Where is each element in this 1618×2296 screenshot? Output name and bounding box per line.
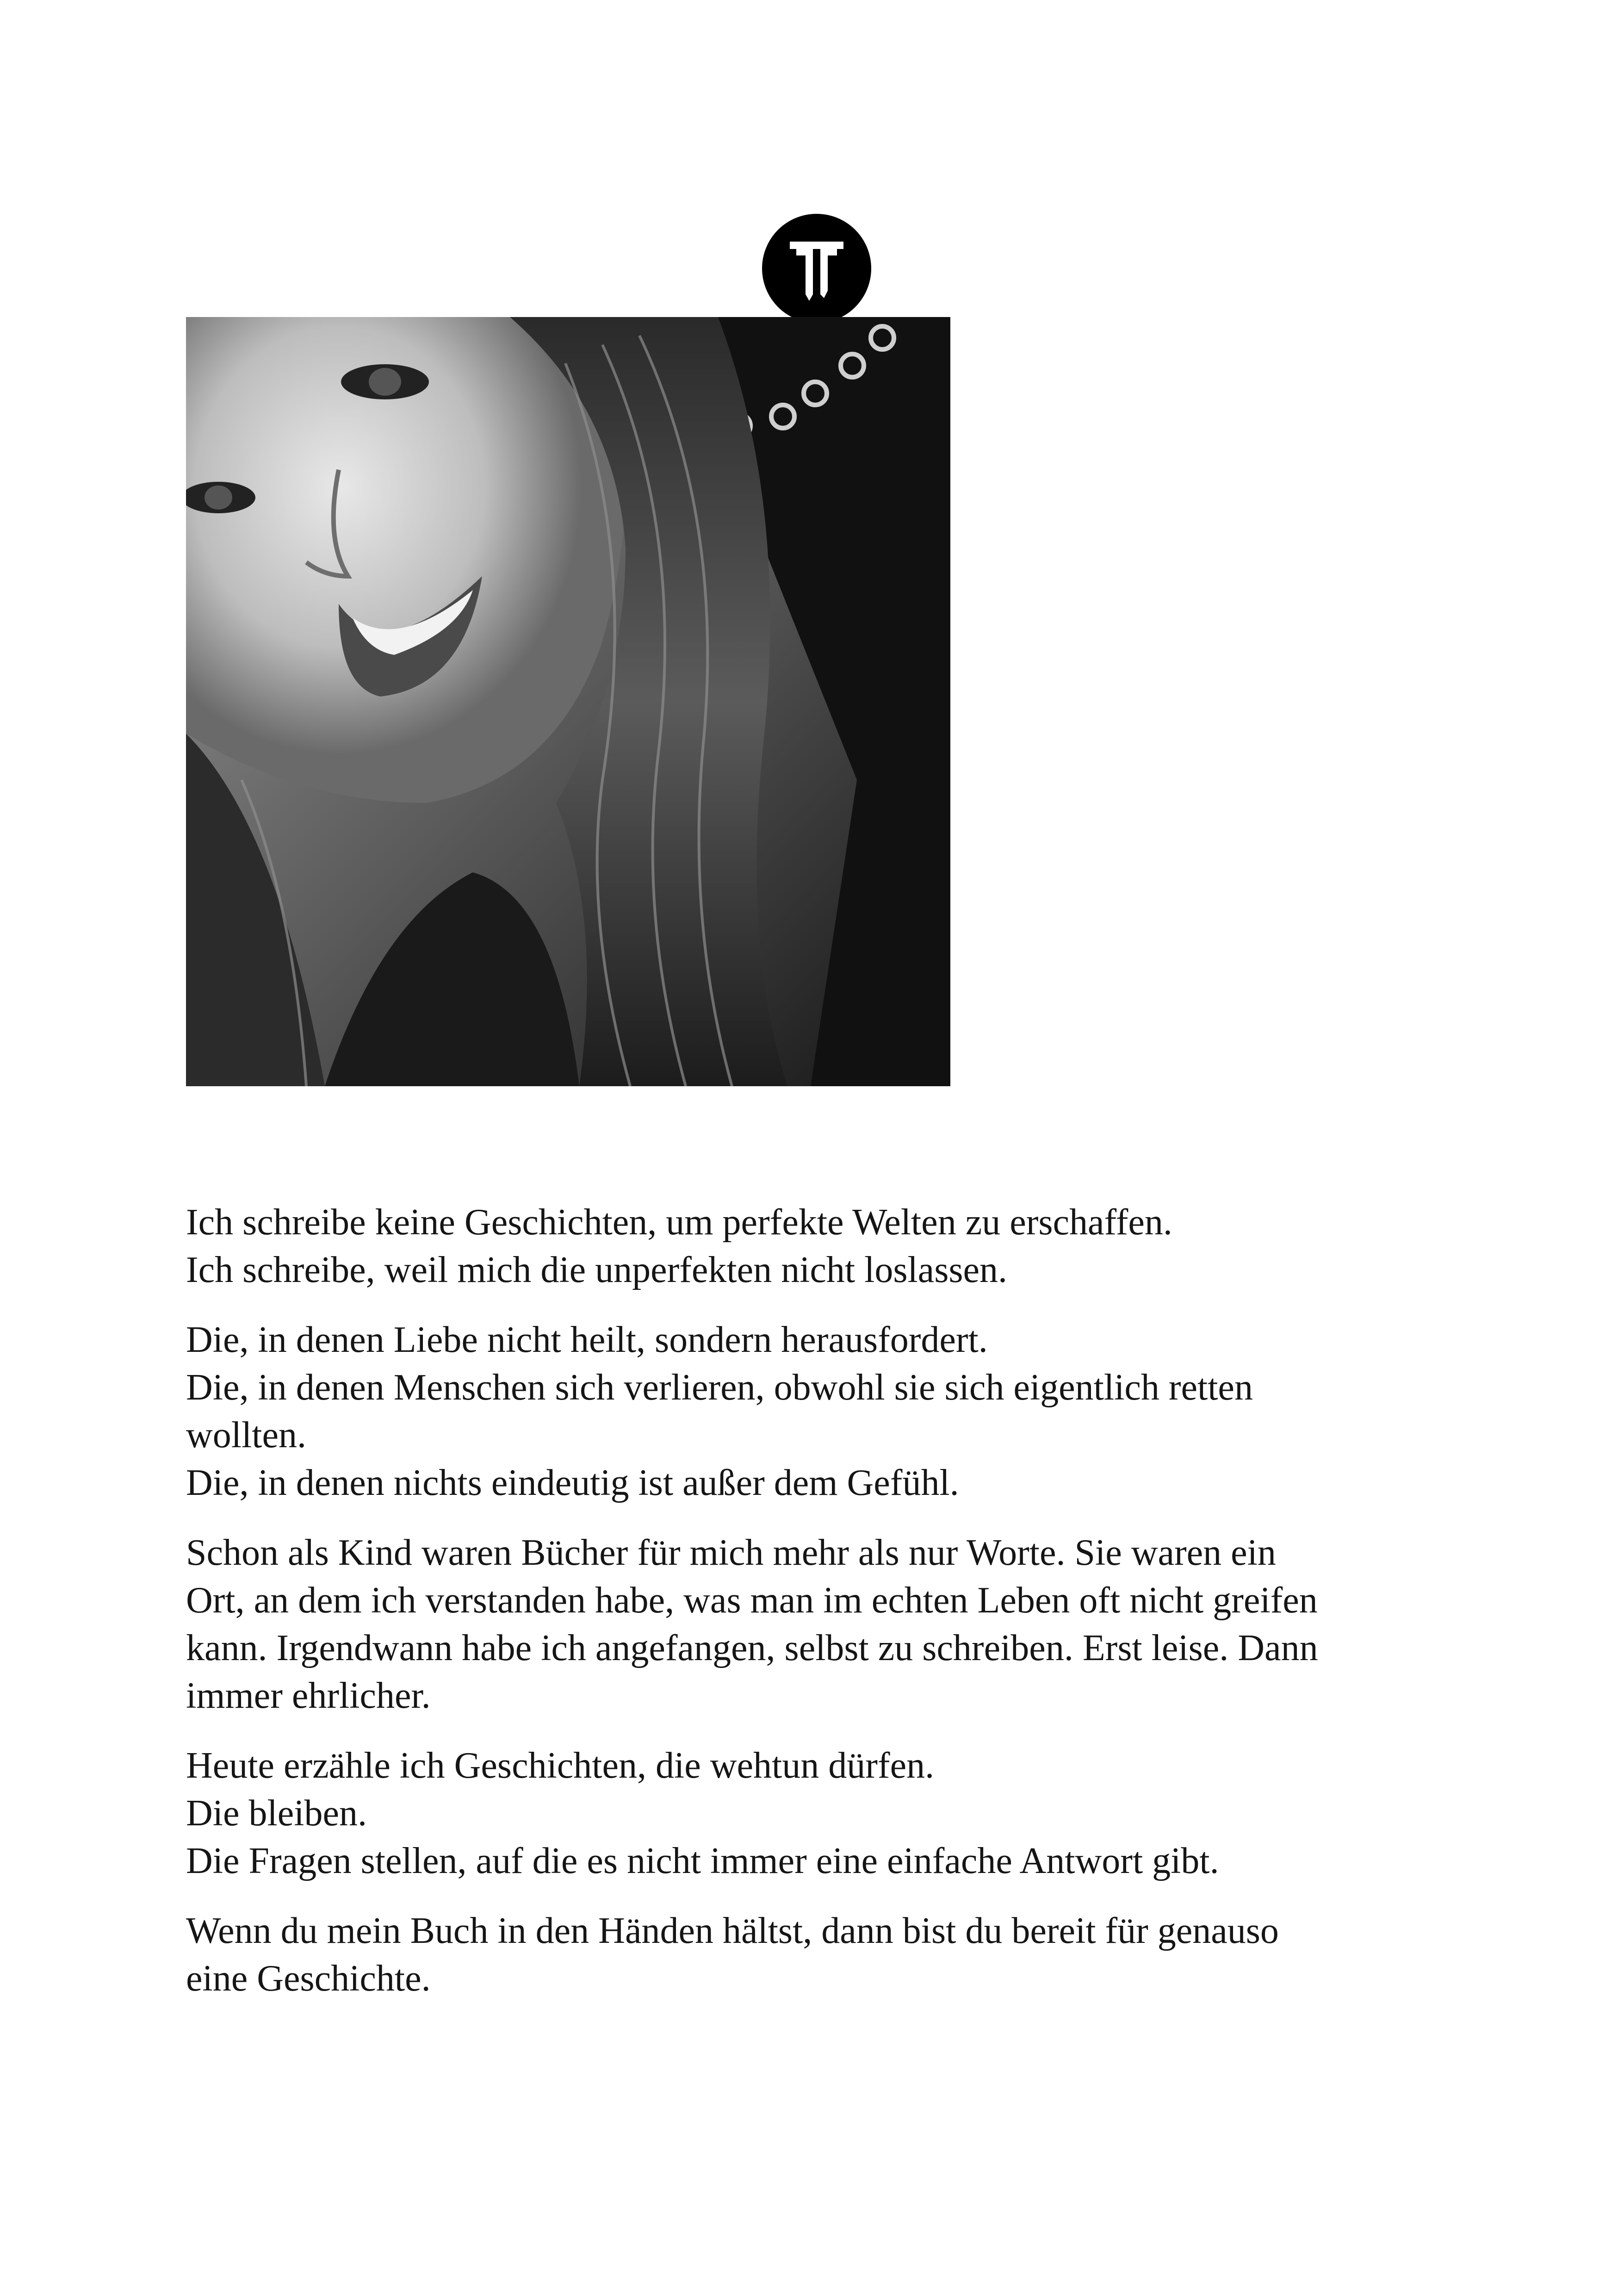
bio-line: wollten. (186, 1415, 306, 1456)
bio-line: immer ehrlicher. (186, 1675, 431, 1716)
bio-paragraph-1 (186, 1199, 1482, 1294)
bio-paragraph-3 (186, 1529, 1482, 1720)
author-bio (186, 1199, 1482, 2025)
bio-paragraph-2 (186, 1316, 1482, 1507)
bio-line: Ort, an dem ich verstanden habe, was man im echten Leben oft nicht greifen (186, 1580, 1318, 1621)
bio-line: Heute erzähle ich Geschichten, die wehtun dürfen. (186, 1745, 935, 1786)
bio-line: Die, in denen nichts eindeutig ist außer dem Gefühl. (186, 1462, 959, 1503)
bio-line: Die Fragen stellen, auf die es nicht immer eine einfache Antwort gibt. (186, 1841, 1219, 1881)
author-portrait (186, 317, 950, 1086)
bio-line: Ich schreibe keine Geschichten, um perfekte Welten zu erschaffen. (186, 1202, 1172, 1243)
bio-line: Schon als Kind waren Bücher für mich mehr als nur Worte. Sie waren ein (186, 1532, 1276, 1573)
bio-line: eine Geschichte. (186, 1958, 431, 1999)
bio-line: Die, in denen Menschen sich verlieren, obwohl sie sich eigentlich retten (186, 1367, 1253, 1408)
bio-line: Die, in denen Liebe nicht heilt, sondern herausfordert. (186, 1319, 988, 1360)
bio-line: kann. Irgendwann habe ich angefangen, selbst zu schreiben. Erst leise. Dann (186, 1628, 1318, 1668)
bio-line: Wenn du mein Buch in den Händen hältst, dann bist du bereit für genauso (186, 1910, 1279, 1951)
bio-line: Ich schreibe, weil mich die unperfekten nicht loslassen. (186, 1250, 1007, 1290)
bio-paragraph-4 (186, 1742, 1482, 1885)
bio-line: Die bleiben. (186, 1793, 367, 1834)
bio-paragraph-5 (186, 1907, 1482, 2003)
publisher-logo-icon (761, 213, 872, 324)
